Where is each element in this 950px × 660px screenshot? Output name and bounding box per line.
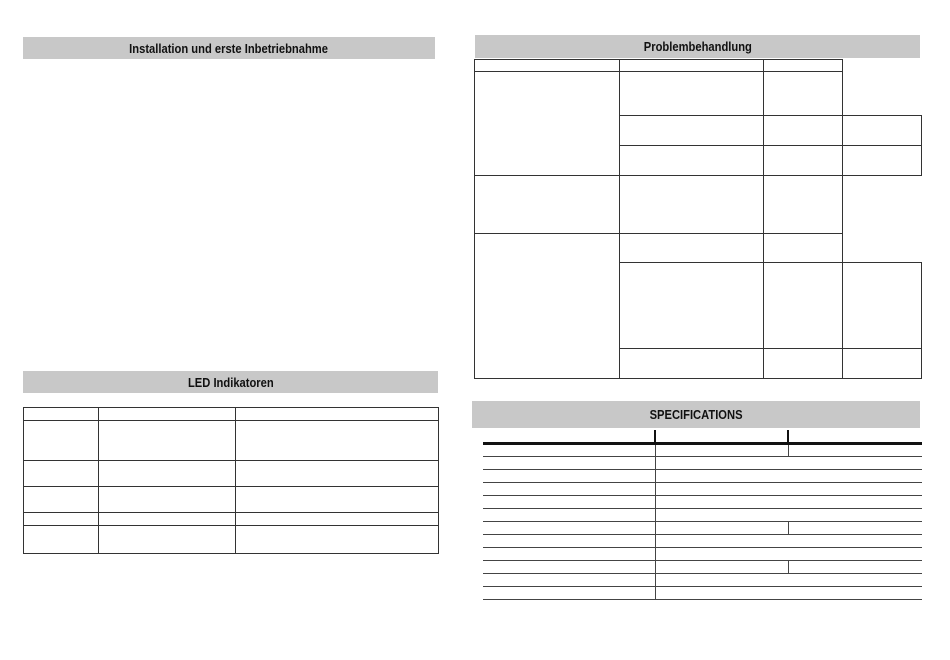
troubleshooting-heading-bar — [475, 35, 920, 58]
installation-heading: Installation und erste Inbetriebnahme — [129, 40, 329, 56]
table-row — [483, 586, 922, 599]
specifications-heading-bar — [472, 401, 920, 428]
table-row — [483, 469, 922, 482]
table-row — [483, 560, 922, 573]
table-row — [475, 60, 922, 72]
table-row — [24, 461, 439, 487]
led-table — [23, 407, 439, 554]
table-row — [483, 495, 922, 508]
table-row — [475, 176, 922, 234]
specifications-table — [483, 430, 922, 600]
table-row — [483, 430, 922, 443]
table-row — [475, 234, 922, 263]
table-row — [483, 482, 922, 495]
table-row — [483, 534, 922, 547]
table-row — [24, 408, 439, 421]
table-row — [475, 72, 922, 116]
table-row — [483, 456, 922, 469]
table-row — [483, 508, 922, 521]
table-row — [483, 573, 922, 586]
led-heading: LED Indikatoren — [187, 374, 274, 390]
table-row — [24, 421, 439, 461]
table-row — [24, 487, 439, 513]
table-row — [483, 443, 922, 456]
specifications-heading: SPECIFICATIONS — [649, 407, 743, 422]
led-heading-bar — [23, 371, 438, 393]
troubleshooting-table — [474, 59, 922, 379]
troubleshooting-heading: Problembehandlung — [643, 39, 752, 54]
installation-heading-bar — [23, 37, 435, 59]
table-row — [483, 547, 922, 560]
table-row — [483, 521, 922, 534]
table-row — [24, 513, 439, 526]
table-row — [24, 526, 439, 554]
